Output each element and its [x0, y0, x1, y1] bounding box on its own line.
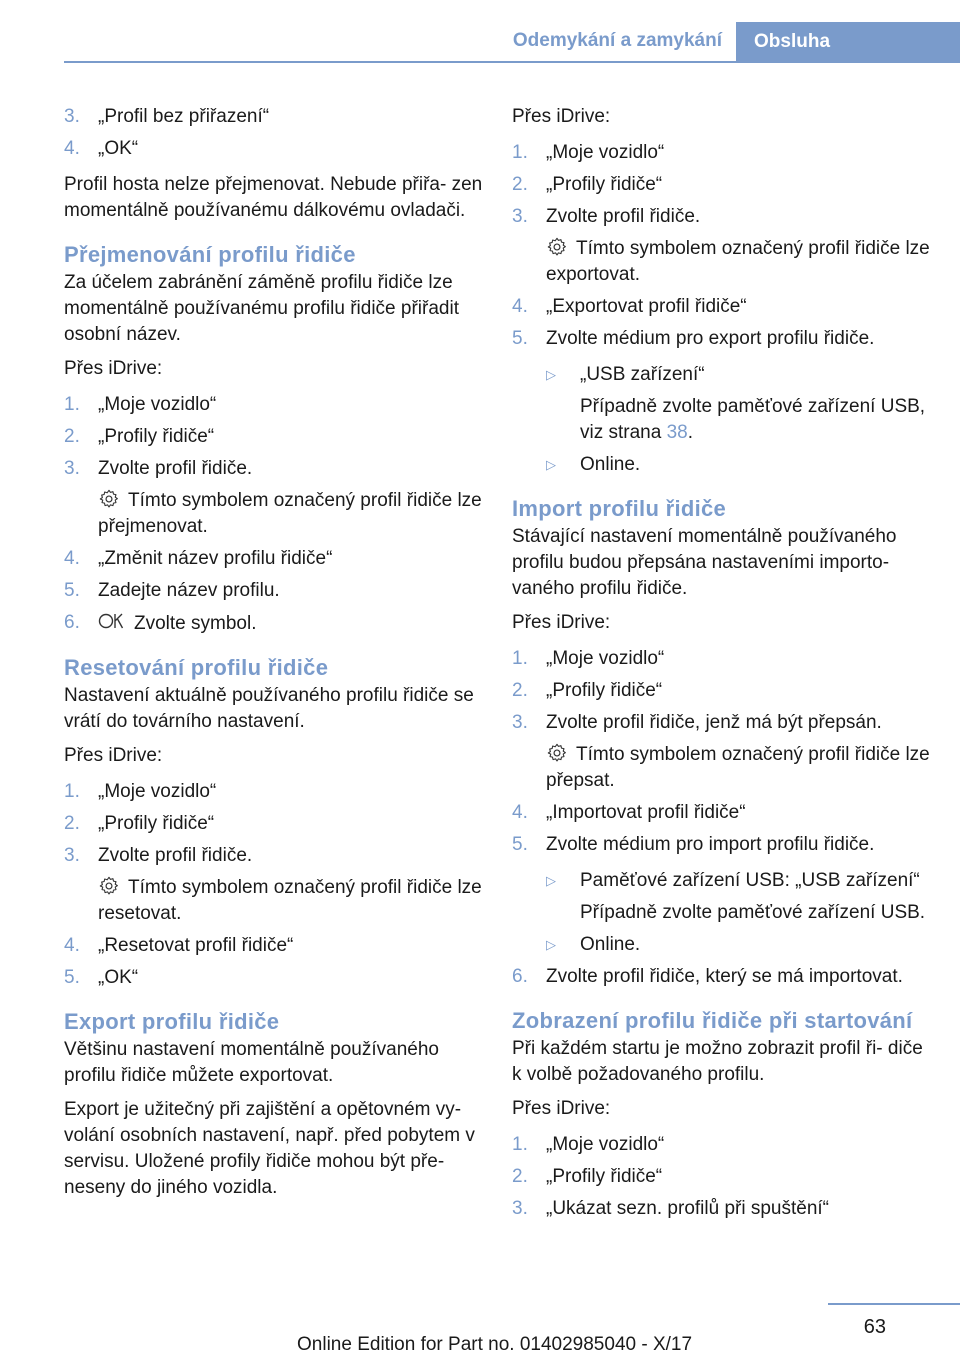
- sub-note: [580, 394, 932, 446]
- via-idrive: Přes iDrive:: [64, 358, 163, 379]
- gear-icon: [98, 488, 120, 510]
- footer-rule: [828, 1303, 960, 1305]
- steps-list: [512, 140, 932, 478]
- via-idrive: Přes iDrive:: [512, 1098, 611, 1119]
- list-number: 1.: [512, 142, 528, 163]
- list-text: „Moje vozidlo“: [546, 648, 665, 669]
- page-number: 63: [863, 1316, 886, 1338]
- list-text: „OK“: [98, 138, 139, 159]
- sub-text: Online.: [580, 454, 641, 475]
- list-item: [512, 1164, 932, 1190]
- sub-text: „USB zařízení“: [580, 364, 705, 385]
- list-text: „Moje vozidlo“: [546, 1134, 665, 1155]
- list-text: Zvolte profil řidiče.: [546, 206, 701, 227]
- list-text: „Profily řidiče“: [98, 813, 215, 834]
- list-text: „Moje vozidlo“: [98, 781, 217, 802]
- list-number: 4.: [512, 296, 528, 317]
- section-heading-import: Import profilu řidiče: [512, 496, 727, 521]
- list-text: Zvolte profil řidiče, jenž má být přepsán.: [546, 712, 882, 733]
- list-text: „Moje vozidlo“: [546, 142, 665, 163]
- continued-list: [64, 104, 484, 162]
- page-link[interactable]: 38: [666, 422, 688, 443]
- symbol-note: [98, 875, 484, 927]
- list-item: [64, 424, 484, 450]
- ok-icon: [98, 610, 126, 632]
- steps-list: [512, 646, 932, 990]
- header-rule: [64, 61, 960, 63]
- list-item: [64, 843, 484, 927]
- note-text: Tímto symbolem označený profil řidiče lze přepsat.: [546, 744, 930, 791]
- list-text: Zvolte profil řidiče, který se má importovat.: [546, 966, 903, 987]
- list-item: [64, 933, 484, 959]
- symbol-note: [98, 488, 484, 540]
- left-column: [64, 104, 484, 1209]
- sub-text: Paměťové zařízení USB: „USB zařízení“: [580, 870, 920, 891]
- list-text: „Profily řidiče“: [546, 1166, 663, 1187]
- list-text: Zvolte médium pro export profilu řidiče.: [546, 328, 875, 349]
- list-number: 1.: [512, 1134, 528, 1155]
- list-item: [512, 800, 932, 826]
- right-column: [512, 104, 932, 1232]
- list-text: „Změnit název profilu řidiče“: [98, 548, 333, 569]
- list-number: 4.: [64, 548, 80, 569]
- list-number: 5.: [512, 834, 528, 855]
- list-text: „Profily řidiče“: [98, 426, 215, 447]
- list-text: Zvolte médium pro import profilu řidiče.: [546, 834, 875, 855]
- list-text: „Exportovat profil řidiče“: [546, 296, 747, 317]
- section-heading-export: Export profilu řidiče: [64, 1009, 280, 1034]
- triangle-bullet-icon: ▷: [546, 457, 556, 472]
- list-number: 1.: [512, 648, 528, 669]
- list-number: 5.: [64, 967, 80, 988]
- paragraph: Export je užitečný při zajištění a opětovném vy- volání osobních nastavení, např. před pobytem v servisu. Uložené profily řidiče mohou být pře- neseny do jiného vozidla.: [64, 1099, 475, 1198]
- steps-list: [64, 779, 484, 991]
- list-text: Zvolte symbol.: [134, 613, 257, 634]
- edition-text: Online Edition for Part no. 01402985040 - X/17: [297, 1334, 693, 1355]
- gear-icon: [546, 236, 568, 258]
- list-number: 3.: [64, 845, 80, 866]
- list-item: [64, 456, 484, 540]
- list-item: [64, 136, 484, 162]
- sub-list: [546, 362, 932, 478]
- list-item: [512, 832, 932, 958]
- list-number: 4.: [64, 138, 80, 159]
- paragraph: Profil hosta nelze přejmenovat. Nebude přiřa- zen momentálně používanému dálkovému ovladači.: [64, 174, 483, 221]
- list-item: [512, 678, 932, 704]
- triangle-bullet-icon: ▷: [546, 873, 556, 888]
- list-number: 5.: [64, 580, 80, 601]
- list-item: [64, 546, 484, 572]
- sub-list-item: [546, 362, 932, 446]
- list-item: [64, 965, 484, 991]
- list-number: 2.: [512, 174, 528, 195]
- list-item: [512, 204, 932, 288]
- symbol-note: [546, 742, 932, 794]
- via-idrive: Přes iDrive:: [512, 106, 611, 127]
- steps-list: [64, 392, 484, 637]
- list-text: „Moje vozidlo“: [98, 394, 217, 415]
- sub-note-text: Případně zvolte paměťové zařízení USB, viz strana: [580, 396, 926, 443]
- list-number: 3.: [64, 106, 80, 127]
- list-item: [64, 779, 484, 805]
- paragraph: Při každém startu je možno zobrazit profil ři- diče k volbě požadovaného profilu.: [512, 1038, 923, 1085]
- list-item: [512, 140, 932, 166]
- list-number: 3.: [512, 712, 528, 733]
- list-item: [512, 1132, 932, 1158]
- list-text: „Ukázat sezn. profilů při spuštění“: [546, 1198, 830, 1219]
- via-idrive: Přes iDrive:: [64, 745, 163, 766]
- list-item: [64, 578, 484, 604]
- sub-note: Případně zvolte paměťové zařízení USB.: [580, 902, 926, 923]
- list-number: 3.: [64, 458, 80, 479]
- list-text: „Importovat profil řidiče“: [546, 802, 746, 823]
- list-text: „OK“: [98, 967, 139, 988]
- sub-list-item: [546, 452, 932, 478]
- list-item: [64, 811, 484, 837]
- list-number: 3.: [512, 1198, 528, 1219]
- triangle-bullet-icon: ▷: [546, 367, 556, 382]
- header-section-title: Odemykání a zamykání: [512, 30, 722, 51]
- via-idrive: Přes iDrive:: [512, 612, 611, 633]
- sub-list: [546, 868, 932, 958]
- list-item: [512, 646, 932, 672]
- list-number: 1.: [64, 781, 80, 802]
- list-number: 4.: [64, 935, 80, 956]
- page-header: [0, 0, 960, 62]
- list-text: „Profily řidiče“: [546, 174, 663, 195]
- list-number: 3.: [512, 206, 528, 227]
- sub-note-end: .: [687, 422, 694, 443]
- paragraph: Nastavení aktuálně používaného profilu řidiče se vrátí do továrního nastavení.: [64, 685, 474, 732]
- list-item: [64, 392, 484, 418]
- paragraph: Stávající nastavení momentálně používaného profilu budou přepsána nastaveními importo- vaného profilu řidiče.: [512, 526, 897, 599]
- sub-list-item: [546, 868, 932, 926]
- symbol-note: [546, 236, 932, 288]
- list-number: 1.: [64, 394, 80, 415]
- header-chapter-tab: Obsluha: [736, 22, 960, 63]
- note-text: Tímto symbolem označený profil řidiče lze přejmenovat.: [98, 490, 482, 537]
- list-number: 2.: [512, 680, 528, 701]
- paragraph: Za účelem zabránění záměně profilu řidiče lze momentálně používanému profilu řidiče přiřadit osobní název.: [64, 272, 459, 345]
- list-number: 6.: [64, 612, 80, 633]
- triangle-bullet-icon: ▷: [546, 937, 556, 952]
- paragraph: Většinu nastavení momentálně používaného profilu řidiče můžete exportovat.: [64, 1039, 439, 1086]
- section-heading-rename: Přejmenování profilu řidiče: [64, 242, 356, 267]
- list-text: Zvolte profil řidiče.: [98, 458, 253, 479]
- gear-icon: [98, 875, 120, 897]
- list-item: [512, 294, 932, 320]
- list-text: „Profily řidiče“: [546, 680, 663, 701]
- sub-list-item: [546, 932, 932, 958]
- steps-list: [512, 1132, 932, 1222]
- sub-text: Online.: [580, 934, 641, 955]
- list-number: 2.: [64, 813, 80, 834]
- list-number: 6.: [512, 966, 528, 987]
- section-heading-reset: Resetování profilu řidiče: [64, 655, 329, 680]
- list-item: [512, 326, 932, 478]
- list-item: [512, 1196, 932, 1222]
- note-text: Tímto symbolem označený profil řidiče lze resetovat.: [98, 877, 482, 924]
- list-number: 4.: [512, 802, 528, 823]
- list-item: [512, 172, 932, 198]
- note-text: Tímto symbolem označený profil řidiče lze exportovat.: [546, 238, 930, 285]
- list-item: [512, 710, 932, 794]
- list-number: 2.: [512, 1166, 528, 1187]
- list-text: „Profil bez přiřazení“: [98, 106, 270, 127]
- list-item: [64, 104, 484, 130]
- gear-icon: [546, 742, 568, 764]
- section-heading-display: Zobrazení profilu řidiče při startování: [512, 1008, 913, 1033]
- list-text: Zvolte profil řidiče.: [98, 845, 253, 866]
- list-text: Zadejte název profilu.: [98, 580, 280, 601]
- list-number: 5.: [512, 328, 528, 349]
- list-item: [512, 964, 932, 990]
- list-text: „Resetovat profil řidiče“: [98, 935, 294, 956]
- list-item: [64, 610, 484, 637]
- list-number: 2.: [64, 426, 80, 447]
